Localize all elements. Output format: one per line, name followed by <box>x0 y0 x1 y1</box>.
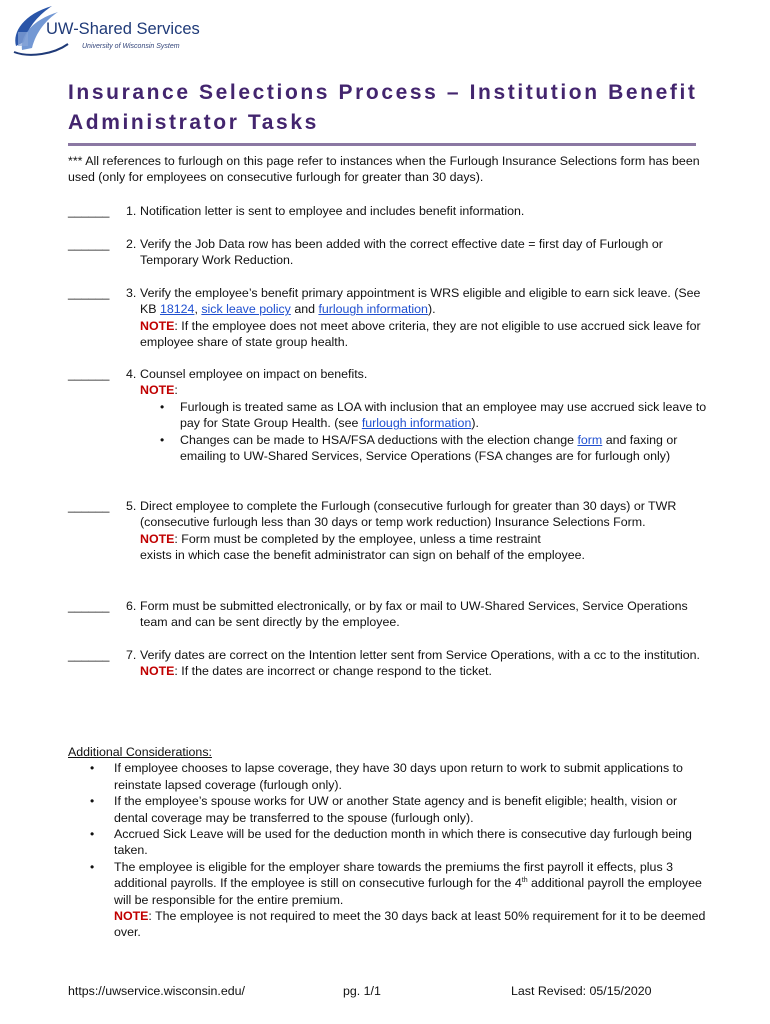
task-number: 2. <box>126 237 137 251</box>
list-item <box>90 760 714 793</box>
task-text <box>140 285 720 351</box>
task-5 <box>68 498 718 564</box>
bullet-text: Changes can be made to HSA/FSA deductions with the election change <box>180 432 578 447</box>
bullet-text: If the employee’s spouse works for UW or another State agency and is benefit eligible; health, vision or dental coverage may be transferred to the spouse (furlough only). <box>114 794 678 825</box>
task-text <box>140 366 720 464</box>
logo-subtext: University of Wisconsin System <box>82 43 180 50</box>
bullet-icon: • <box>160 399 165 414</box>
election-change-form-link[interactable]: form <box>577 432 603 447</box>
bullet-text: ). <box>471 416 479 431</box>
bullet-text: If employee chooses to lapse coverage, they have 30 days upon return to work to submit applications to reinstate lapsed coverage (furlough only). <box>114 761 683 792</box>
task-4 <box>68 366 718 464</box>
task-blank-line: ______ <box>68 499 110 513</box>
note-text: : The employee is not required to meet the 30 days back at least 50% requirement for it to be deemed over. <box>114 909 706 940</box>
note-text-continued: exists in which case the benefit administrator can sign on behalf of the employee. <box>140 548 585 563</box>
task-text-main: Direct employee to complete the Furlough (consecutive furlough for greater than 30 days) or TWR (consecutive furlough less than 30 days or temp work reduction) Insurance Selections Form. <box>140 499 677 530</box>
bullet-icon: • <box>90 859 95 874</box>
task-3 <box>68 285 718 351</box>
task-number: 1. <box>126 204 137 218</box>
task-text-main: Counsel employee on impact on benefits. <box>140 367 368 381</box>
task-text-part: ). <box>427 302 436 317</box>
note-text: : If the employee does not meet above criteria, they are not eligible to use accrued sick leave for employee share of state group health. <box>140 318 701 350</box>
task-text: Form must be submitted electronically, or by fax or mail to UW-Shared Services, Service Operations team and can be sent directly by the employee. <box>140 599 688 630</box>
task-text-part: Verify the employee’s benefit primary appointment is WRS eligible and eligible to earn sick leave. (See KB <box>140 286 701 317</box>
additional-considerations <box>68 744 718 941</box>
task-number: 4. <box>126 367 137 381</box>
task-number: 6. <box>126 599 137 613</box>
list-item <box>90 859 714 941</box>
task-text <box>140 498 720 564</box>
bullet-text: and faxing or emailing to UW-Shared Services, Service Operations (FSA changes are for furlough only) <box>180 432 678 464</box>
bullet-text: Accrued Sick Leave will be used for the deduction month in which there is consecutive day furlough being taken. <box>114 827 692 858</box>
note-colon: : <box>174 383 178 398</box>
bullet-text: The employee is eligible for the employer share towards the premiums the first payroll it effects, plus 3 additional payrolls. If the employee is still on consecutive furlough for the 4 <box>114 859 673 891</box>
task-7 <box>68 647 718 680</box>
additional-considerations-heading: Additional Considerations: <box>68 745 212 759</box>
list-item <box>160 399 710 432</box>
page-title-line-2: Administrator Tasks <box>68 111 319 134</box>
task-1 <box>68 203 718 219</box>
task-blank-line: ______ <box>68 599 110 613</box>
kb-18124-link[interactable]: 18124 <box>159 302 195 317</box>
note-label: NOTE <box>114 909 149 924</box>
separator: and <box>290 302 319 317</box>
list-item <box>90 793 714 826</box>
task-number: 3. <box>126 286 137 300</box>
list-item <box>90 826 714 859</box>
task-6 <box>68 598 718 631</box>
bullet-icon: • <box>90 794 95 809</box>
note-text: : If the dates are incorrect or change respond to the ticket. <box>174 664 492 679</box>
task-blank-line: ______ <box>68 237 110 251</box>
uw-shared-services-logo <box>10 2 210 60</box>
logo-text: UW-Shared Services <box>46 20 200 38</box>
sick-leave-policy-link[interactable]: sick leave policy <box>201 302 291 317</box>
intro-paragraph: *** All references to furlough on this page refer to instances when the Furlough Insurance Selections form has been used (only for employees on consecutive furlough for greater than 30 days). <box>68 154 700 185</box>
bullet-icon: • <box>160 432 165 447</box>
page-title-line-1: Insurance Selections Process – Institution Benefit <box>68 81 698 104</box>
note-text: : Form must be completed by the employee, unless a time restraint <box>174 531 541 546</box>
task-number: 5. <box>126 499 137 513</box>
separator: , <box>194 302 202 317</box>
task-blank-line: ______ <box>68 204 110 218</box>
bullet-icon: • <box>90 827 95 842</box>
furlough-information-link[interactable]: furlough information <box>361 416 472 431</box>
note-label: NOTE <box>140 318 175 333</box>
superscript: th <box>521 877 528 885</box>
note-label: NOTE <box>140 531 175 546</box>
furlough-information-link[interactable]: furlough information <box>318 302 428 317</box>
title-divider <box>68 143 696 146</box>
bullet-text: additional payroll the employee will be responsible for the entire premium. <box>114 876 702 907</box>
task-blank-line: ______ <box>68 286 110 300</box>
list-item <box>160 432 710 465</box>
task-text: Notification letter is sent to employee and includes benefit information. <box>140 204 525 218</box>
task-blank-line: ______ <box>68 648 110 662</box>
bullet-icon: • <box>90 761 95 776</box>
footer-page-number: pg. 1/1 <box>343 984 381 998</box>
footer-last-revised: Last Revised: 05/15/2020 <box>511 984 652 998</box>
page-title <box>68 78 728 138</box>
task-2 <box>68 236 718 269</box>
note-label: NOTE <box>140 383 175 398</box>
task-4-bullets <box>160 399 710 465</box>
task-blank-line: ______ <box>68 367 110 381</box>
task-text-main: Verify dates are correct on the Intention letter sent from Service Operations, with a cc to the institution. <box>140 648 700 662</box>
note-label: NOTE <box>140 664 175 679</box>
footer-url: https://uwservice.wisconsin.edu/ <box>68 984 245 998</box>
task-text <box>140 647 720 680</box>
bullet-text: Furlough is treated same as LOA with inclusion that an employee may use accrued sick leave to pay for State Group Health. (see <box>180 399 707 431</box>
additional-considerations-list <box>90 760 714 940</box>
task-number: 7. <box>126 648 137 662</box>
task-text: Verify the Job Data row has been added with the correct effective date = first day of Furlough or Temporary Work Reduction. <box>140 237 663 268</box>
